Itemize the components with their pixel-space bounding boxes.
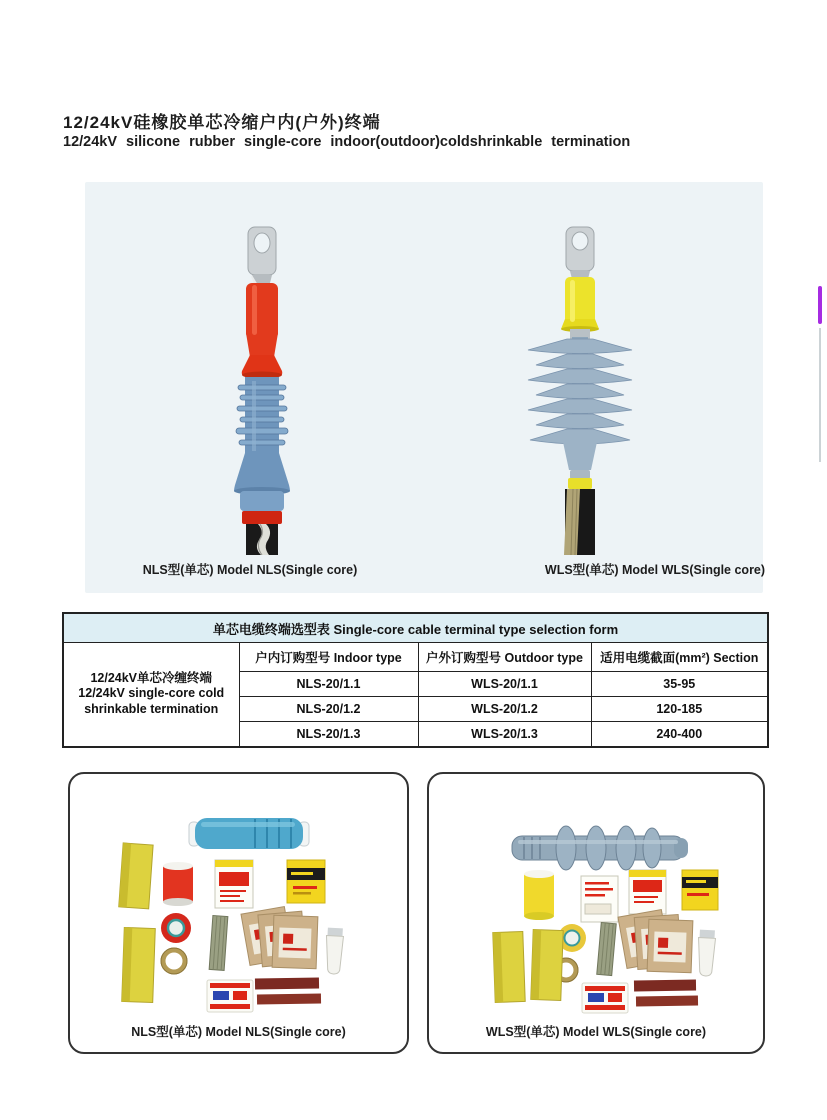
cell-indoor: NLS-20/1.3	[239, 722, 418, 747]
kit-item-cleaning-wipe	[207, 980, 253, 1012]
kit-item-instruction-box	[215, 860, 253, 908]
nls-red-sleeve	[242, 283, 283, 379]
kit-item-yellow-box	[682, 870, 718, 910]
kit-item-outdoor-termination-body	[512, 826, 688, 870]
selection-table	[62, 612, 769, 748]
cell-section: 35-95	[591, 672, 768, 697]
cell-section: 120-185	[591, 697, 768, 722]
wls-yellow-band	[568, 478, 592, 489]
kit-item-abrasive-strips	[255, 977, 321, 1004]
page-title-zh: 12/24kV硅橡胶单芯冷缩户内(户外)终端	[63, 113, 381, 132]
kit-item-ground-braid	[597, 922, 616, 975]
table-title: 单芯电缆终端选型表 Single-core cable terminal type selection form	[63, 613, 768, 643]
nls-photo-caption: NLS型(单芯) Model NLS(Single core)	[142, 563, 358, 577]
kit-item-red-tape-roll	[161, 913, 191, 943]
wls-termination-photo	[495, 225, 665, 555]
table-row-label	[63, 643, 239, 747]
page-edge-purple-marker	[818, 286, 822, 324]
nls-kit-photo	[77, 780, 398, 1015]
kit-item-yellow-strip	[531, 929, 563, 1000]
kit-item-grease-tube	[697, 930, 716, 977]
wls-kit-caption: WLS型(单芯) Model WLS(Single core)	[485, 1025, 707, 1039]
cell-outdoor: WLS-20/1.1	[418, 672, 591, 697]
wls-kit-box	[427, 772, 765, 1054]
header-section: 适用电缆截面(mm²) Section	[591, 643, 768, 672]
kit-item-sealant-packets	[618, 910, 693, 973]
kit-item-yellow-strip	[119, 843, 153, 909]
nls-termination-photo	[182, 225, 342, 555]
nls-blue-body	[234, 377, 290, 511]
row-label-en1: 12/24kV single-core cold	[78, 686, 225, 701]
kit-item-yellow-strip	[122, 927, 156, 1002]
kit-item-yellow-spool	[524, 870, 554, 920]
wls-cable-lug	[566, 227, 594, 279]
kit-item-red-spool	[163, 862, 193, 906]
nls-cable	[246, 524, 278, 555]
wls-yellow-sleeve	[561, 277, 599, 332]
kit-item-sealant-packets	[241, 907, 318, 969]
kit-item-abrasive-strips	[634, 979, 698, 1006]
kit-item-red-label-box	[629, 870, 666, 914]
row-label-en2: shrinkable termination	[84, 702, 219, 717]
nls-red-band	[242, 511, 282, 524]
nls-cable-lug	[248, 227, 276, 287]
kit-item-copper-ring	[161, 948, 187, 974]
kit-item-instruction-box	[581, 876, 618, 922]
page-title-en: 12/24kV silicone rubber single-core indoor(outdoor)coldshrinkable termination	[63, 134, 631, 150]
kit-item-grease-tube	[324, 928, 343, 975]
kit-item-yellow-strip	[493, 931, 525, 1002]
header-outdoor-type: 户外订购型号 Outdoor type	[418, 643, 591, 672]
header-indoor-type: 户内订购型号 Indoor type	[239, 643, 418, 672]
kit-item-ground-braid	[209, 916, 228, 971]
kit-item-cold-shrink-tube	[189, 818, 309, 849]
cell-section: 240-400	[591, 722, 768, 747]
product-photo-panel	[85, 182, 766, 593]
wls-kit-photo	[436, 780, 757, 1015]
row-label-zh: 12/24kV单芯冷缠终端	[90, 670, 213, 685]
wls-sheds	[528, 337, 632, 445]
cell-indoor: NLS-20/1.1	[239, 672, 418, 697]
wls-photo-caption: WLS型(单芯) Model WLS(Single core)	[544, 563, 766, 577]
wls-cable	[564, 489, 595, 555]
kit-item-cleaning-wipe	[582, 983, 628, 1013]
cell-outdoor: WLS-20/1.2	[418, 697, 591, 722]
cell-outdoor: WLS-20/1.3	[418, 722, 591, 747]
kit-item-yellow-box	[287, 860, 325, 903]
nls-kit-caption: NLS型(单芯) Model NLS(Single core)	[131, 1025, 346, 1039]
cell-indoor: NLS-20/1.2	[239, 697, 418, 722]
wls-lower-body	[563, 442, 597, 489]
nls-kit-box	[68, 772, 409, 1054]
page-edge-gray-line	[819, 328, 821, 462]
